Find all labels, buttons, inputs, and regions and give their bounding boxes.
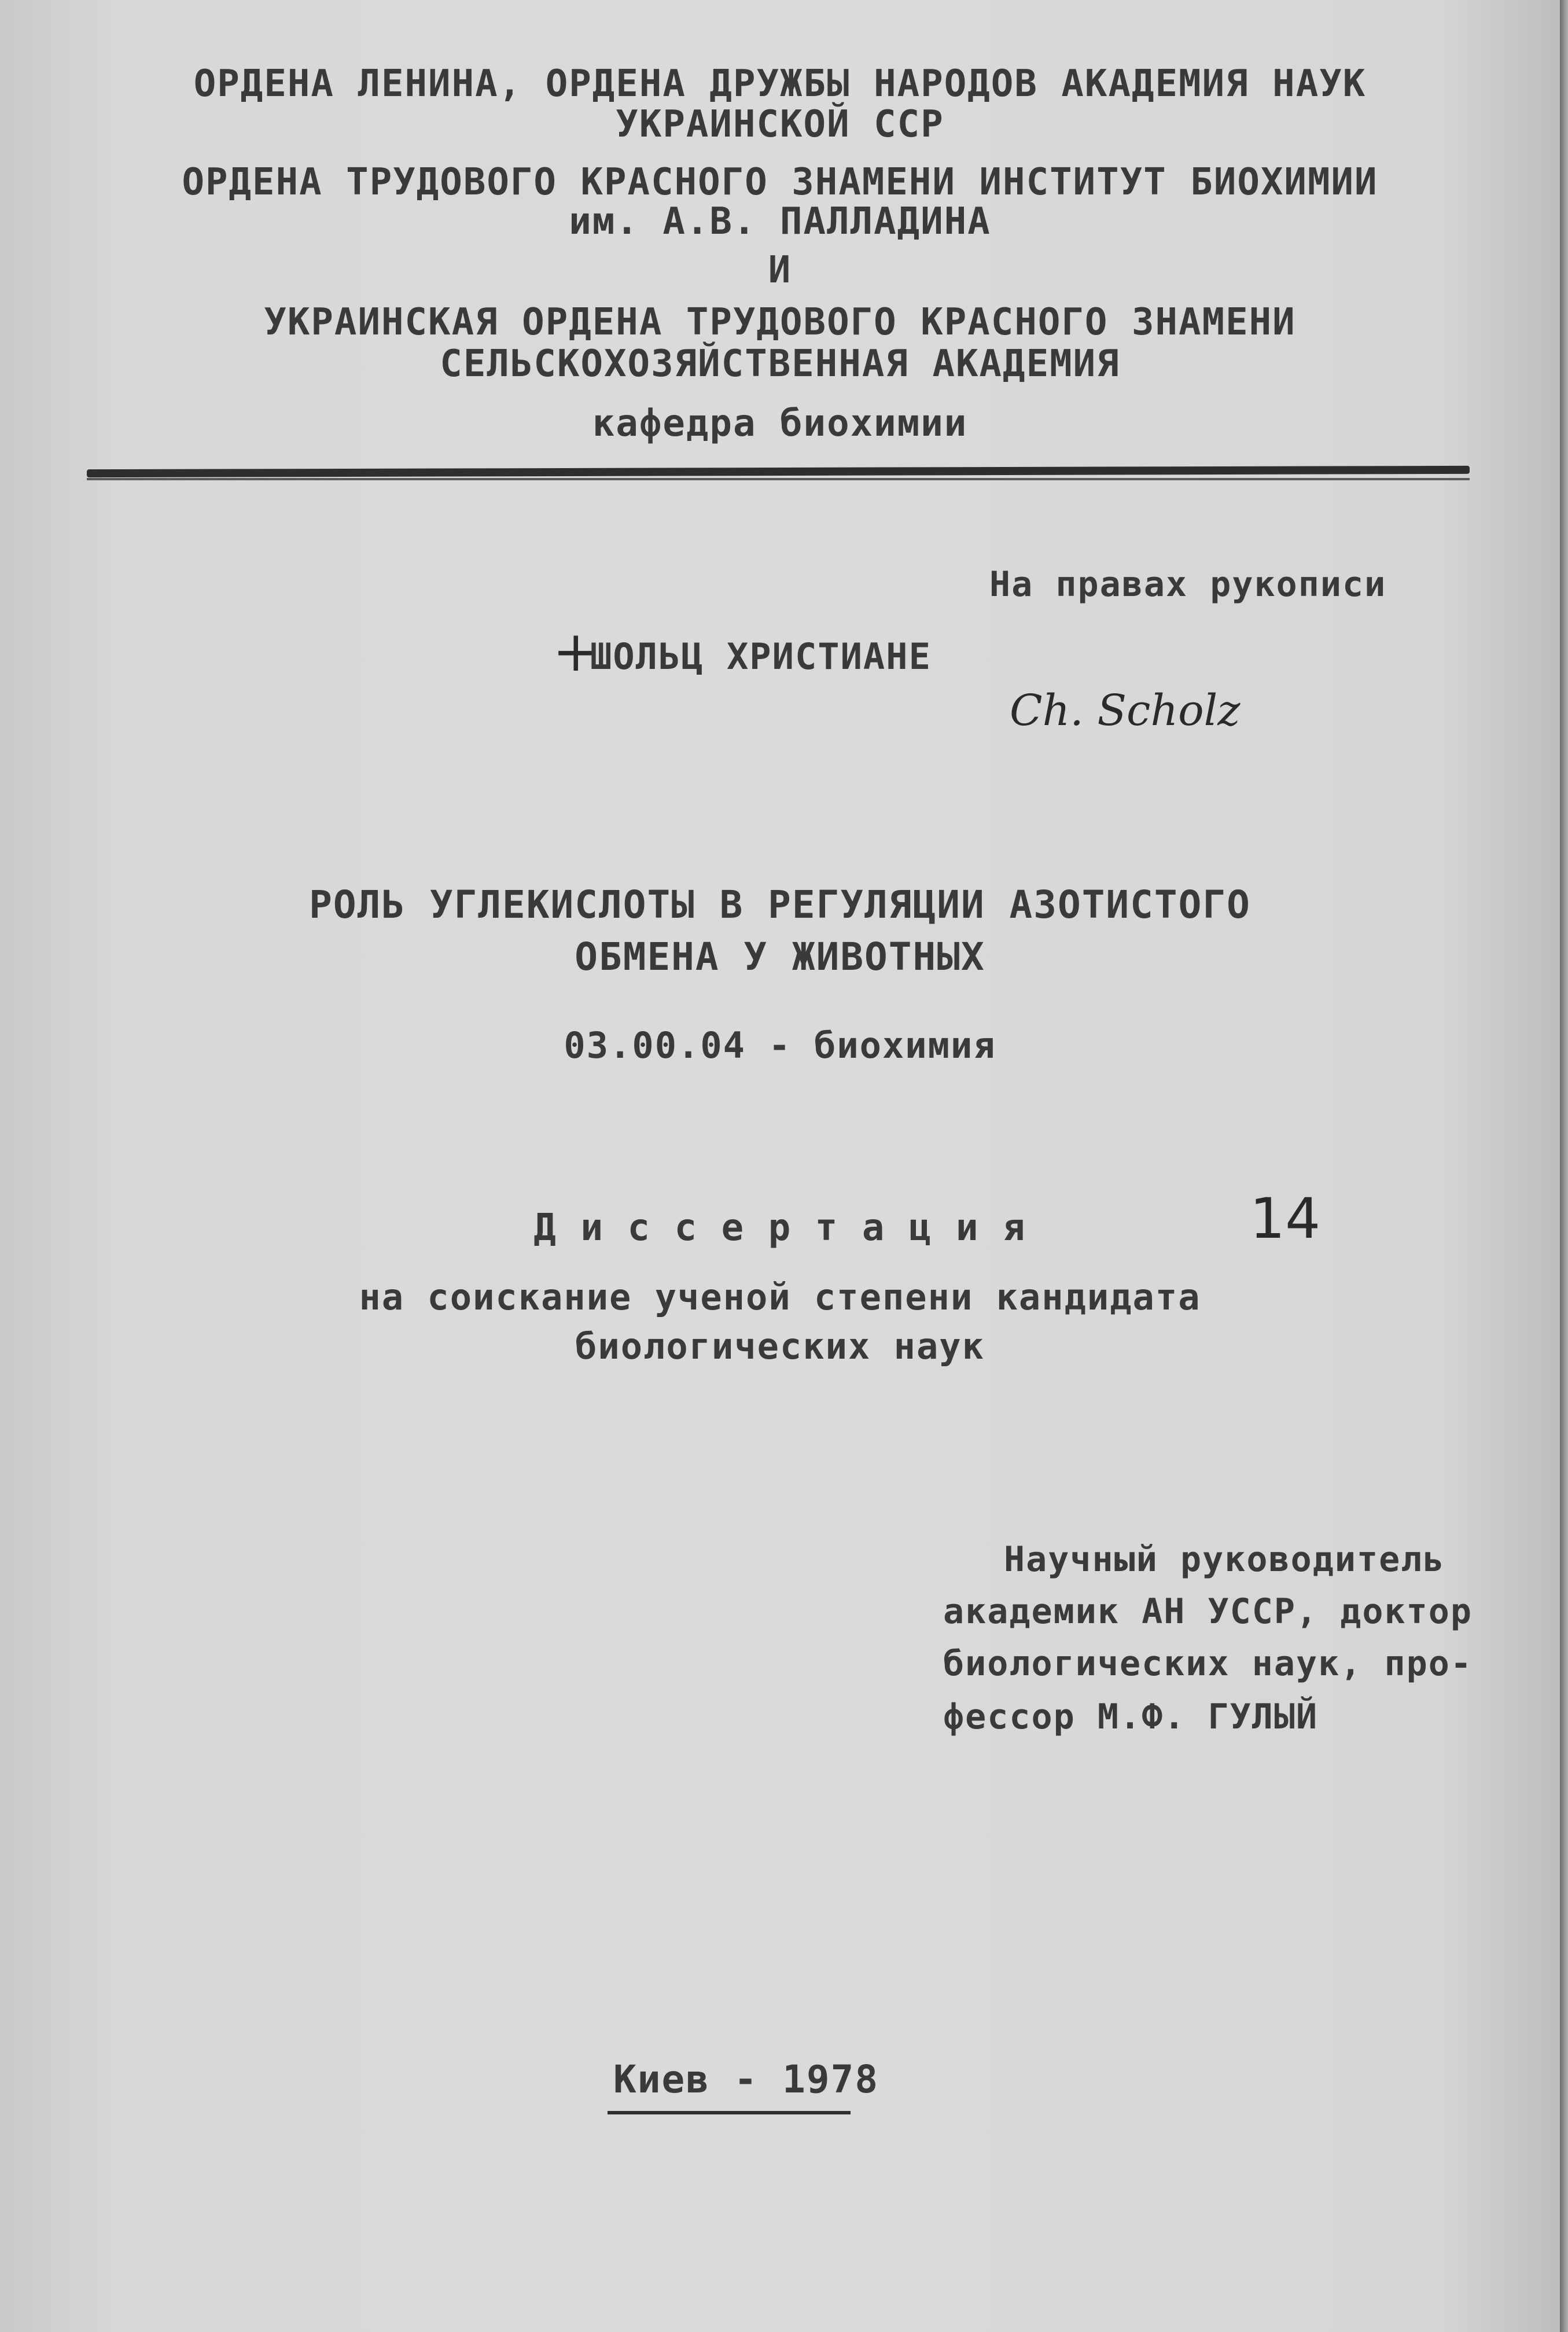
dissertation-heading: Д и с с е р т а ц и я [533,1207,1026,1249]
header-line-2: УКРАИНСКОЙ ССР [616,103,944,146]
city-year-underline [608,2111,851,2114]
author-name: ШОЛЬЦ ХРИСТИАНЕ [590,635,932,678]
dissertation-line-2: биологических наук [575,1325,985,1367]
header-department: кафедра биохимии [592,402,968,445]
title-line-2: ОБМЕНА У ЖИВОТНЫХ [575,935,985,979]
dissertation-line-1: на соискание ученой степени кандидата [359,1276,1201,1318]
header-line-4: им. А.В. ПАЛЛАДИНА [569,200,991,243]
supervisor-line-3: биологических наук, про- [943,1643,1473,1684]
author-mark: + [553,619,599,684]
handwritten-number: 14 [1250,1186,1321,1251]
specialty-code: 03.00.04 - биохимия [564,1024,996,1066]
page-edge [1560,0,1568,2332]
supervisor-line-4: фессор М.Ф. ГУЛЫЙ [943,1697,1319,1737]
supervisor-line-1: Научный руководитель [1004,1539,1445,1580]
header-line-6: УКРАИНСКАЯ ОРДЕНА ТРУДОВОГО КРАСНОГО ЗНАМЕНИ [264,301,1296,344]
header-divider [87,466,1470,477]
author-signature: Ch. Scholz [1010,686,1241,735]
title-line-1: РОЛЬ УГЛЕКИСЛОТЫ В РЕГУЛЯЦИИ АЗОТИСТОГО [309,882,1251,927]
city-year: Киев - 1978 [613,2057,879,2102]
header-line-5: И [768,249,792,292]
header-line-7: СЕЛЬСКОХОЗЯЙСТВЕННАЯ АКАДЕМИЯ [440,343,1120,385]
supervisor-line-2: академик АН УССР, доктор [943,1591,1473,1632]
header-divider-shadow [87,478,1470,480]
rights-note: На правах рукописи [989,564,1387,605]
header-line-3: ОРДЕНА ТРУДОВОГО КРАСНОГО ЗНАМЕНИ ИНСТИТУТ БИОХИМИИ [182,161,1378,204]
header-line-1: ОРДЕНА ЛЕНИНА, ОРДЕНА ДРУЖБЫ НАРОДОВ АКАДЕМИЯ НАУК [193,62,1367,105]
